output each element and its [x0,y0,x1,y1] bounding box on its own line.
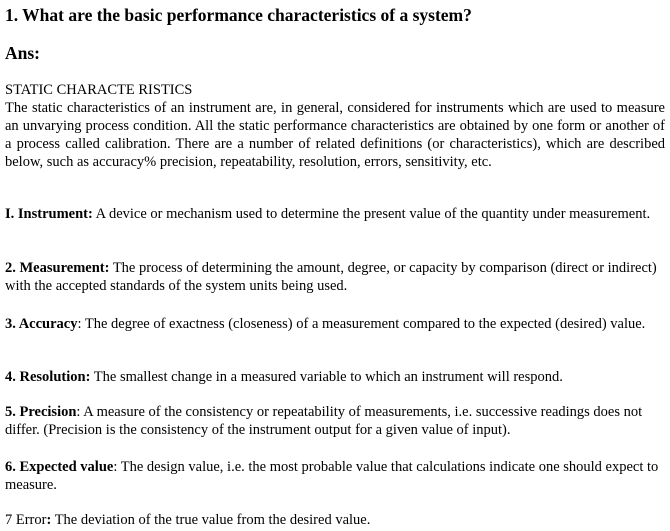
definition-precision: 5. Precision: A measure of the consistency or repeatability of measurements, i.e. successive readings does not differ. (Precision is the consistency of the instrument output for a given value of input). [5,404,643,438]
intro-paragraph: The static characteristics of an instrument are, in general, considered for instruments which are used to measure an unvarying process condition. All the static performance characteristics are obtained by one form or another of a process called calibration. There are a number of related definitions (or characteristics), which are described below, such as accuracy% precision, repeatability, resolution, errors, sensitivity, etc. [5,100,665,170]
definition-number: 6. [5,459,20,475]
definition-number: 3. [5,316,19,332]
definition-text: A device or mechanism used to determine the present value of the quantity under measurement. [95,206,651,222]
definition-text: The deviation of the true value from the desired value. [54,512,371,528]
document-page [5,4,665,171]
definition-text: The design value, i.e. the most probable value that calculations indicate one should expect to measure. [5,459,659,493]
section-title: STATIC CHARACTE RISTICS [5,82,193,98]
definition-text: The degree of exactness (closeness) of a measurement compared to the expected (desired) value. [84,316,646,332]
answer-label: Ans: [5,43,41,63]
definition-text: A measure of the consistency or repeatability of measurements, i.e. successive readings does not differ. (Precision is the consistency of the instrument output for a given value of input). [5,404,643,438]
definition-term: Precision [19,404,77,420]
definition-expected-value: 6. Expected value: The design value, i.e. the most probable value that calculations indicate one should expect to measure. [5,459,659,493]
definition-resolution [5,368,665,386]
definition-text: The smallest change in a measured variable to which an instrument will respond. [93,369,563,385]
definition-measurement [5,259,665,295]
definition-term: Resolution: [19,369,91,385]
definition-accuracy: 3. Accuracy: The degree of exactness (closeness) of a measurement compared to the expected (desired) value. [5,316,646,332]
definition-number: 4. [5,369,20,385]
definition-term: Instrument: [17,206,93,222]
definition-term: . Measurement: [12,260,110,276]
question-heading: 1. What are the basic performance characteristics of a system? [5,5,472,25]
definition-number: I. [5,206,18,222]
definition-term: : [46,512,52,528]
definition-number: 5. [5,404,20,420]
definition-error [5,511,665,529]
definition-instrument [5,205,665,223]
definition-number: 7 Error [5,512,47,528]
definition-term: Accuracy [18,316,78,332]
definition-text: The process of determining the amount, degree, or capacity by comparison (direct or indirect) with the accepted standards of the system units being used. [5,260,657,294]
definition-term: Expected value [19,459,114,475]
definition-number: 2 [5,260,13,276]
